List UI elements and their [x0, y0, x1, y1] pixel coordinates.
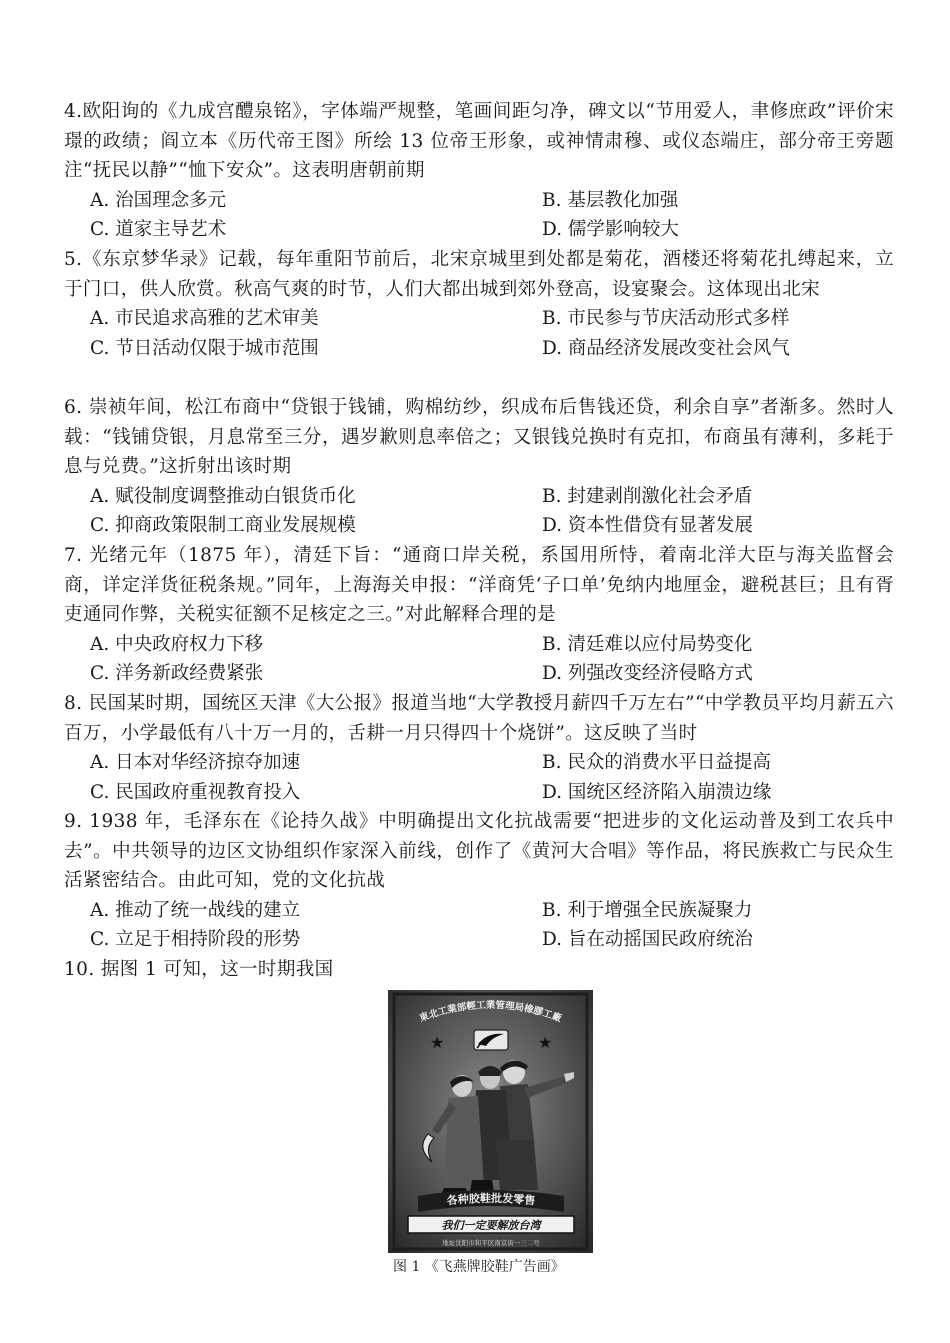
option-d[interactable]: D. 列强改变经济侵略方式 [542, 663, 753, 684]
question-6 [64, 393, 894, 541]
question-stem: 6. 崇祯年间，松江布商中“贷银于钱铺，购棉纺纱，织成布后售钱还贷，利余自享”者渐多。然时人载：“钱铺贷银，月息常至三分，遇岁歉则息率倍之；又银钱兑换时有克扣，布商虽有薄利，多耗于息与兑费。”这折射出该时期 [64, 397, 894, 477]
options-grid [64, 304, 894, 363]
question-4 [64, 97, 894, 245]
options-grid [64, 186, 894, 245]
question-10 [64, 955, 894, 985]
option-d[interactable]: D. 国统区经济陷入崩溃边缘 [542, 781, 772, 803]
option-b[interactable]: B. 清廷难以应付局势变化 [542, 633, 753, 655]
options-grid [64, 630, 894, 689]
option-d[interactable]: D. 儒学影响较大 [542, 219, 679, 240]
question-stem: 9. 1938 年，毛泽东在《论持久战》中明确提出文化抗战需要“把进步的文化运动普及到工农兵中去”。中共领导的边区文协组织作家深入前线，创作了《黄河大合唱》等作品，将民族救亡与民众生活紧密结合。由此可知，党的文化抗战 [64, 811, 894, 891]
poster-top-text: 東北工業部輕工業管理局橡膠工廠 [418, 999, 563, 1025]
question-stem: 5.《东京梦华录》记载，每年重阳节前后，北宋京城里到处都是菊花，酒楼还将菊花扎缚起来，立于门口，供人欣赏。秋高气爽的时节，人们大都出城到郊外登高，设宴聚会。这体现出北宋 [64, 249, 894, 300]
option-a[interactable]: A. 中央政府权力下移 [90, 633, 264, 655]
svg-text:我们一定要解放台湾: 我们一定要解放台湾 [441, 1219, 541, 1232]
option-b[interactable]: B. 基层教化加强 [542, 189, 679, 211]
question-stem: 8. 民国某时期，国统区天津《大公报》报道当地“大学教授月薪四千万左右”“中学教员平均月薪五六百万，小学最低有八十万一月的，舌耕一月只得四十个烧饼”。这反映了当时 [64, 693, 894, 744]
option-c[interactable]: C. 立足于相持阶段的形势 [90, 929, 301, 950]
star-icon: ★ [538, 1033, 553, 1052]
option-b[interactable]: B. 市民参与节庆活动形式多样 [542, 308, 790, 329]
question-stem: 10. 据图 1 可知，这一时期我国 [64, 959, 334, 980]
options-grid [64, 896, 894, 955]
option-c[interactable]: C. 民国政府重视教育投入 [90, 781, 301, 803]
figure-caption: 图 1 《飞燕牌胶鞋广告画》 [393, 1259, 565, 1275]
question-9 [64, 807, 894, 955]
option-c[interactable]: C. 洋务新政经费紧张 [90, 663, 264, 684]
option-a[interactable]: A. 市民追求高雅的艺术审美 [90, 308, 319, 329]
shoe-ad-poster [388, 990, 593, 1253]
options-grid [64, 748, 894, 807]
option-c[interactable]: C. 道家主导艺术 [90, 219, 227, 240]
option-a[interactable]: A. 赋役制度调整推动白银货币化 [90, 485, 356, 507]
swallow-logo-icon [474, 1030, 508, 1050]
option-a[interactable]: A. 日本对华经济掠夺加速 [90, 752, 301, 773]
option-a[interactable]: A. 治国理念多元 [90, 189, 227, 211]
option-b[interactable]: B. 利于增强全民族凝聚力 [542, 899, 753, 921]
question-7 [64, 541, 894, 689]
option-d[interactable]: D. 旨在动摇国民政府统治 [542, 929, 753, 950]
option-d[interactable]: D. 商品经济发展改变社会风气 [542, 337, 790, 359]
option-c[interactable]: C. 抑商政策限制工商业发展规模 [90, 515, 356, 536]
star-icon: ★ [430, 1033, 445, 1052]
question-5 [64, 245, 894, 363]
option-d[interactable]: D. 资本性借贷有显著发展 [542, 515, 753, 536]
options-grid [64, 482, 894, 541]
option-a[interactable]: A. 推动了统一战线的建立 [90, 899, 301, 921]
svg-text:各种胶鞋批发零售: 各种胶鞋批发零售 [446, 1191, 536, 1208]
option-b[interactable]: B. 民众的消费水平日益提高 [542, 752, 771, 773]
poster-bottom-text: 地址沈阳市和平区南京街一三二号 [442, 1239, 540, 1247]
question-8 [64, 689, 894, 807]
option-c[interactable]: C. 节日活动仅限于城市范围 [90, 337, 319, 359]
option-b[interactable]: B. 封建剥削激化社会矛盾 [542, 485, 753, 507]
question-stem: 4.欧阳询的《九成宫醴泉铭》，字体端严规整，笔画间距匀净，碑文以“节用爱人，聿修庶政”评价宋璟的政绩；阎立本《历代帝王图》所绘 13 位帝王形象，或神情肃穆、或仪态端庄，部分帝王旁题注“抚民以静”“恤下安众”。这表明唐朝前期 [64, 101, 894, 181]
question-stem: 7. 光绪元年（1875 年），清廷下旨：“通商口岸关税，系国用所恃，着南北洋大臣与海关监督会商，详定洋货征税条规。”同年，上海海关申报：“洋商凭‘子口单’免纳内地厘金，避税甚巨；且有胥吏通同作弊，关税实征额不足核定之三。”对此解释合理的是 [64, 545, 894, 625]
